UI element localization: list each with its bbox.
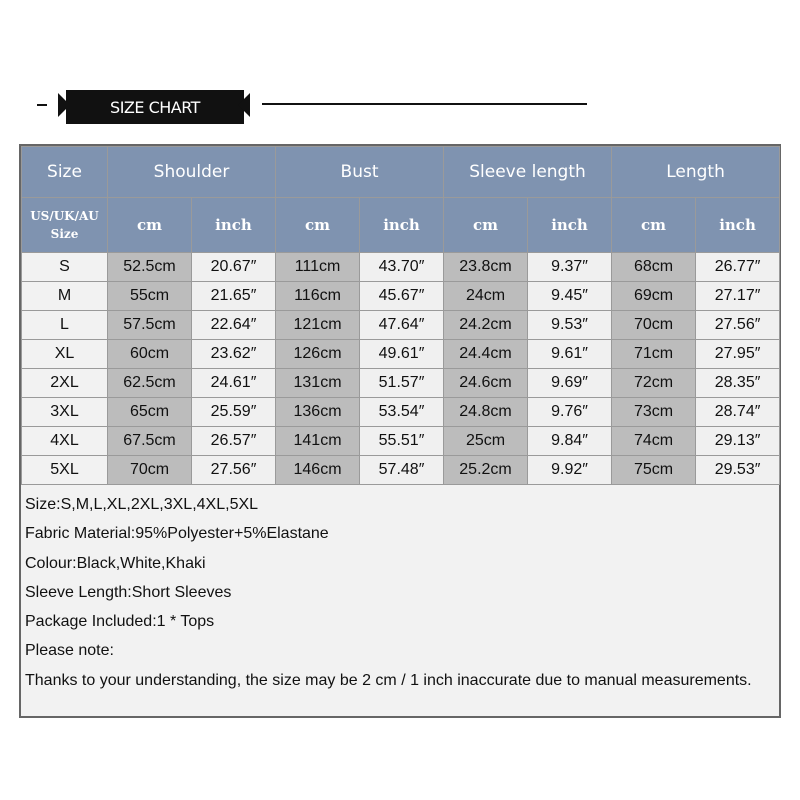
cell-sleeve-inch: 9.61″ <box>528 340 612 369</box>
cell-sleeve-inch: 9.84″ <box>528 427 612 456</box>
table-row <box>22 253 780 282</box>
table-row <box>22 369 780 398</box>
unit-inch: inch <box>192 198 276 253</box>
cell-bust-cm: 121cm <box>276 311 360 340</box>
header-shoulder: Shoulder <box>108 147 276 198</box>
cell-length-inch: 27.56″ <box>696 311 780 340</box>
cell-bust-inch: 45.67″ <box>360 282 444 311</box>
unit-inch: inch <box>528 198 612 253</box>
cell-sleeve-cm: 25.2cm <box>444 456 528 485</box>
cell-shoulder-cm: 70cm <box>108 456 192 485</box>
header-size: Size <box>22 147 108 198</box>
table-row <box>22 398 780 427</box>
cell-sleeve-cm: 24.4cm <box>444 340 528 369</box>
cell-bust-cm: 131cm <box>276 369 360 398</box>
cell-length-cm: 69cm <box>612 282 696 311</box>
cell-size: 5XL <box>22 456 108 485</box>
note-colour: Colour:Black,White,Khaki <box>25 554 206 572</box>
cell-bust-cm: 116cm <box>276 282 360 311</box>
cell-bust-cm: 136cm <box>276 398 360 427</box>
size-table <box>21 146 780 485</box>
cell-bust-cm: 111cm <box>276 253 360 282</box>
cell-length-cm: 71cm <box>612 340 696 369</box>
cell-bust-inch: 43.70″ <box>360 253 444 282</box>
unit-cm: cm <box>612 198 696 253</box>
note-fabric: Fabric Material:95%Polyester+5%Elastane <box>25 525 329 543</box>
table-row <box>22 340 780 369</box>
cell-bust-inch: 55.51″ <box>360 427 444 456</box>
unit-inch: inch <box>360 198 444 253</box>
cell-shoulder-inch: 25.59″ <box>192 398 276 427</box>
table-row <box>22 427 780 456</box>
cell-size: 3XL <box>22 398 108 427</box>
cell-size: 2XL <box>22 369 108 398</box>
cell-length-inch: 29.13″ <box>696 427 780 456</box>
table-row <box>22 456 780 485</box>
header-length: Length <box>612 147 780 198</box>
cell-bust-cm: 146cm <box>276 456 360 485</box>
cell-sleeve-inch: 9.45″ <box>528 282 612 311</box>
banner-rule <box>262 103 587 105</box>
table-body <box>22 253 780 485</box>
unit-cm: cm <box>108 198 192 253</box>
cell-shoulder-cm: 55cm <box>108 282 192 311</box>
cell-length-cm: 73cm <box>612 398 696 427</box>
cell-length-inch: 27.17″ <box>696 282 780 311</box>
cell-shoulder-cm: 65cm <box>108 398 192 427</box>
cell-bust-inch: 49.61″ <box>360 340 444 369</box>
cell-bust-inch: 47.64″ <box>360 311 444 340</box>
cell-length-cm: 70cm <box>612 311 696 340</box>
product-notes <box>25 490 752 695</box>
cell-size: 4XL <box>22 427 108 456</box>
cell-shoulder-cm: 57.5cm <box>108 311 192 340</box>
cell-length-inch: 27.95″ <box>696 340 780 369</box>
size-chart-panel <box>19 144 781 718</box>
unit-inch: inch <box>696 198 780 253</box>
header-us-uk-au-size <box>22 198 108 253</box>
note-package: Package Included:1 * Tops <box>25 613 215 631</box>
cell-shoulder-inch: 27.56″ <box>192 456 276 485</box>
size-chart-banner <box>0 82 800 132</box>
header-size-sub: Size <box>50 227 79 241</box>
cell-sleeve-inch: 9.76″ <box>528 398 612 427</box>
note-disclaimer: Thanks to your understanding, the size may be 2 cm / 1 inch inaccurate due to manual measurements. <box>25 671 752 689</box>
cell-length-inch: 29.53″ <box>696 456 780 485</box>
table-header-row <box>22 147 780 198</box>
cell-shoulder-cm: 67.5cm <box>108 427 192 456</box>
cell-bust-cm: 126cm <box>276 340 360 369</box>
cell-bust-inch: 57.48″ <box>360 456 444 485</box>
cell-sleeve-cm: 25cm <box>444 427 528 456</box>
unit-cm: cm <box>444 198 528 253</box>
cell-size: M <box>22 282 108 311</box>
cell-sleeve-cm: 24.2cm <box>444 311 528 340</box>
cell-bust-cm: 141cm <box>276 427 360 456</box>
note-please-note: Please note: <box>25 642 114 660</box>
cell-length-cm: 74cm <box>612 427 696 456</box>
cell-shoulder-cm: 60cm <box>108 340 192 369</box>
unit-cm: cm <box>276 198 360 253</box>
cell-bust-inch: 53.54″ <box>360 398 444 427</box>
cell-sleeve-inch: 9.37″ <box>528 253 612 282</box>
cell-shoulder-inch: 20.67″ <box>192 253 276 282</box>
table-row <box>22 311 780 340</box>
cell-sleeve-cm: 23.8cm <box>444 253 528 282</box>
cell-shoulder-inch: 22.64″ <box>192 311 276 340</box>
note-sleeve-length: Sleeve Length:Short Sleeves <box>25 583 232 601</box>
header-us-uk-au: US/UK/AU <box>30 209 99 223</box>
cell-size: L <box>22 311 108 340</box>
cell-length-cm: 75cm <box>612 456 696 485</box>
cell-sleeve-cm: 24.8cm <box>444 398 528 427</box>
cell-sleeve-inch: 9.69″ <box>528 369 612 398</box>
cell-size: XL <box>22 340 108 369</box>
banner-dash <box>37 104 47 106</box>
table-row <box>22 282 780 311</box>
cell-length-inch: 28.35″ <box>696 369 780 398</box>
cell-sleeve-inch: 9.92″ <box>528 456 612 485</box>
cell-shoulder-inch: 23.62″ <box>192 340 276 369</box>
banner-title: SIZE CHART <box>66 90 244 124</box>
cell-shoulder-cm: 62.5cm <box>108 369 192 398</box>
cell-size: S <box>22 253 108 282</box>
cell-sleeve-inch: 9.53″ <box>528 311 612 340</box>
cell-shoulder-inch: 24.61″ <box>192 369 276 398</box>
cell-bust-inch: 51.57″ <box>360 369 444 398</box>
cell-sleeve-cm: 24.6cm <box>444 369 528 398</box>
cell-length-cm: 68cm <box>612 253 696 282</box>
cell-shoulder-cm: 52.5cm <box>108 253 192 282</box>
cell-sleeve-cm: 24cm <box>444 282 528 311</box>
cell-shoulder-inch: 26.57″ <box>192 427 276 456</box>
cell-shoulder-inch: 21.65″ <box>192 282 276 311</box>
cell-length-inch: 26.77″ <box>696 253 780 282</box>
header-bust: Bust <box>276 147 444 198</box>
note-sizes: Size:S,M,L,XL,2XL,3XL,4XL,5XL <box>25 496 259 513</box>
table-unit-row <box>22 198 780 253</box>
cell-length-inch: 28.74″ <box>696 398 780 427</box>
header-sleeve-length: Sleeve length <box>444 147 612 198</box>
banner-right-notch <box>238 93 250 117</box>
cell-length-cm: 72cm <box>612 369 696 398</box>
